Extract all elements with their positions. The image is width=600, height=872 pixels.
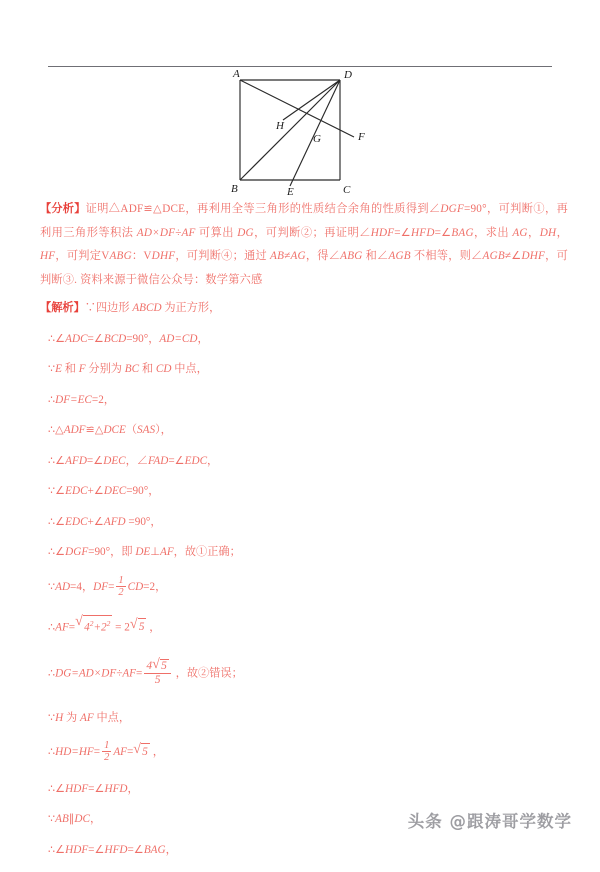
vertex-label-D: D [344,70,352,81]
l13-post: 中点， [93,711,131,724]
l5-post: ）， [155,424,172,436]
l6-post: ， [207,454,219,467]
analysis-text-3: 可算出 [195,226,238,239]
l16-it2: DC [74,813,90,826]
l5-mid2: （ [125,424,138,436]
analysis-it-3: DG [237,226,254,239]
l6-mid2: ，∠ [125,454,149,467]
l4-post: =2， [91,393,115,406]
l3-it4: CD [155,363,172,375]
l17-it2: HFD [104,843,128,856]
solution-line-11 [40,615,568,636]
l17-mid2: =∠ [127,843,144,856]
analysis-text-11: ：V [131,250,152,262]
exp-2a: 2 [89,618,94,628]
l6-it2: DEC [103,454,126,467]
sqrt-five-c [133,743,150,760]
analysis-text-16: ≠∠ [504,250,522,262]
figure-svg [228,70,388,198]
analysis-text-5: =∠ [394,226,412,239]
analysis-text-6: =∠ [434,226,452,239]
analysis-text-12: ，可判断④；通过 [175,250,271,262]
l15-pre: ∴∠ [48,782,66,795]
l16-it1: AB [55,813,69,826]
l3-it1: E [55,363,62,375]
l7-post: =90°， [126,485,160,497]
l10-mid2: = [108,580,115,593]
l3-it3: BC [124,363,140,375]
l1-it: ABCD [132,302,162,314]
analysis-it-9: HF [40,250,56,262]
l17-pre: ∴∠ [48,843,66,856]
l17-it3: BAG [143,843,166,856]
vertex-label-E: E [287,186,294,198]
analysis-it-14: AGB [388,250,411,262]
analysis-it-1: DGF [440,203,464,215]
l4-it: DF=EC [55,393,92,406]
l9-mid1: =90°，即 [88,546,136,558]
l12-mid: = [136,667,143,680]
l9-post: ，故①正确； [173,546,241,558]
analysis-text-8: ， [527,226,540,239]
analysis-it-11: DHF [151,250,176,262]
l3-mid1: 和 [61,363,79,375]
l15-mid: =∠ [88,782,105,795]
segment-BD [240,80,340,180]
l2-it1: ADC [65,332,88,345]
analysis-it-8: DH [539,226,557,239]
solution-line-13 [40,710,568,726]
l13-it1: H [55,711,64,724]
analysis-it-16: DHF [521,250,546,262]
vertex-label-H: H [276,120,284,132]
solution-line-17 [40,842,568,858]
analysis-it-15: AGB [482,250,505,262]
l11-pre: ∴ [48,621,56,634]
l9-it2: DE [135,546,151,558]
l9-mid2: ⊥ [150,546,160,558]
l11-post: ， [146,621,161,634]
solution-line-5 [40,422,568,438]
l10-pre: ∵ [48,580,56,593]
l12-it1: DG=AD×DF÷AF [55,667,137,680]
l2-it2: BCD [103,332,127,345]
l15-post: ， [127,782,139,795]
analysis-text-1: 证明△ADF≌△DCE，再利用全等三角形的性质结合余角的性质得到∠ [85,203,441,215]
analysis-text-2: =90°，可判断①，再利用三角形等积法 [40,203,568,239]
l13-pre: ∵ [48,711,56,724]
radicand-5: 5 [141,743,150,760]
l2-it3: AD=CD [159,332,198,345]
l17-mid1: =∠ [88,843,105,856]
l1-pre: ∵四边形 [84,302,133,314]
l13-it2: AF [80,711,94,724]
solution-line-3 [40,361,568,377]
solution-body [40,198,568,872]
analysis-it-7: AG [512,226,528,239]
vertex-label-C: C [343,184,351,196]
l10-it1: AD [55,580,71,593]
l6-mid1: =∠ [86,454,104,467]
sqrt-five-a [130,618,147,635]
l5-it3: SAS [137,424,156,436]
l10-post: =2， [143,580,167,593]
l15-it2: HFD [104,782,128,795]
l16-mid: ∥ [68,813,75,826]
solution-line-15 [40,781,568,797]
analysis-it-12: AB≠AG [270,250,306,262]
l8-it1: EDC [65,515,88,528]
solution-tag: 【解析】 [40,302,85,314]
solution-line-14 [40,740,568,763]
l16-post: ， [89,813,102,826]
vertex-label-A: A [233,70,240,80]
fraction-one-half-a [116,575,125,598]
vertex-label-G: G [313,133,321,145]
l10-mid1: =4， [70,580,94,593]
analysis-text-17: ，可判断③. 资料来源于微信公众号：数学第六感 [40,250,568,286]
l12-pre: ∴ [48,667,56,680]
l8-pre: ∴∠ [48,515,66,528]
l10-it3: CD [127,580,144,593]
l3-mid3: 和 [139,363,156,375]
fraction-four-root-five-over-five [144,659,171,685]
analysis-it-10: ABG [109,250,132,262]
analysis-it-2: AD×DF÷AF [136,226,196,239]
vertex-label-F: F [358,131,365,143]
l14-it2: AF [113,746,127,759]
l5-it2: DCE [103,424,126,436]
l15-it1: HDF [65,782,89,795]
l6-pre: ∴∠ [48,454,66,467]
analysis-text-13: ，得∠ [305,250,341,262]
num-coeff: 4 [146,660,153,673]
l2-post: ， [197,332,209,345]
radicand-5: 5 [161,660,167,673]
frac-denominator: 2 [104,752,110,764]
l7-it1: EDC [65,485,88,497]
l4-pre: ∴ [48,393,56,406]
l14-post: ， [149,746,164,759]
analysis-text-7: ，求出 [473,226,513,239]
solution-line-6 [40,453,568,469]
frac-numerator: 1 [104,740,110,752]
l5-pre: ∴△ [48,424,64,436]
fraction-one-half-b [102,740,111,763]
l14-mid1: = [93,746,101,759]
radicand-5: 5 [138,618,147,635]
l14-pre: ∴ [48,746,56,759]
l13-mid1: 为 [63,711,81,724]
figure-vertex-labels [231,70,365,198]
solution-line-9 [40,544,568,560]
solution-line-2 [40,331,568,347]
geometry-figure [228,70,388,198]
l10-it2: DF [93,580,109,593]
solution-line-7 [40,483,568,499]
l1-post: 为正方形， [161,302,221,314]
l9-it1: DGF [65,546,89,558]
solution-line-4 [40,392,568,408]
l2-mid2: =90°， [126,332,160,345]
analysis-tag: 【分析】 [40,203,86,215]
exp-2b: 2 [106,618,111,628]
frac-denominator: 5 [144,673,171,686]
analysis-it-4: HDF [370,226,395,239]
l11-mid1: = [68,621,76,634]
l6-it4: EDC [184,454,208,467]
l11-mid2: = 2 [112,621,130,634]
l6-mid3: =∠ [168,454,185,467]
l8-it2: AFD [103,515,126,528]
analysis-text-14: 和∠ [362,250,389,262]
vertex-label-B: B [231,183,238,195]
solution-line-10 [40,575,568,598]
l12-post: ，故②错误； [172,667,243,680]
l14-mid2: = [126,746,134,759]
l6-it1: AFD [65,454,87,467]
l2-pre: ∴∠ [48,332,66,345]
l2-mid1: =∠ [87,332,104,345]
l3-pre: ∵ [48,363,56,375]
l3-mid2: 分别为 [85,363,125,375]
l7-mid: +∠ [87,485,104,497]
l8-post: =90°， [125,515,162,528]
analysis-it-13: ABG [340,250,363,262]
radicand: $4^2+2^2$ [83,615,112,636]
l8-mid: +∠ [87,515,104,528]
l7-it2: DEC [103,485,127,497]
solution-section [40,300,568,858]
frac-denominator: 2 [118,586,124,598]
analysis-it-6: BAG [451,226,474,239]
l6-it3: FAD [148,454,169,467]
solution-line-1 [40,300,568,316]
l16-pre: ∵ [48,813,56,826]
sqrt-sum-of-squares [75,615,112,636]
l9-it3: AF [159,546,174,558]
analysis-text-15: 不相等，则∠ [410,250,483,262]
analysis-text-10: ，可判定V [55,250,110,262]
l11-it1: AF [55,621,69,634]
l14-it1: HD=HF [55,746,94,759]
frac-numerator: 1 [118,574,124,586]
l7-pre: ∵∠ [48,485,66,497]
solution-line-12 [40,659,568,685]
analysis-text-4: ，可判断②；再证明∠ [253,226,371,239]
analysis-paragraph [40,198,568,292]
l17-it1: HDF [65,843,89,856]
frac-numerator [144,659,171,672]
analysis-text-9: ， [556,226,568,239]
l17-post: ， [165,843,177,856]
l3-it2: F [78,363,86,375]
l3-post: 中点， [171,363,208,375]
segment-DH [283,80,340,120]
watermark: 头条 @跟涛哥学数学 [407,812,572,831]
sqrt-five-b [152,659,169,672]
solution-line-8 [40,514,568,530]
l5-mid: ≌△ [85,424,104,436]
l5-it1: ADF [63,424,86,436]
l9-pre: ∴∠ [48,546,66,558]
header-divider [48,66,552,67]
analysis-it-5: HFD [411,226,435,239]
segment-AF [240,80,354,137]
